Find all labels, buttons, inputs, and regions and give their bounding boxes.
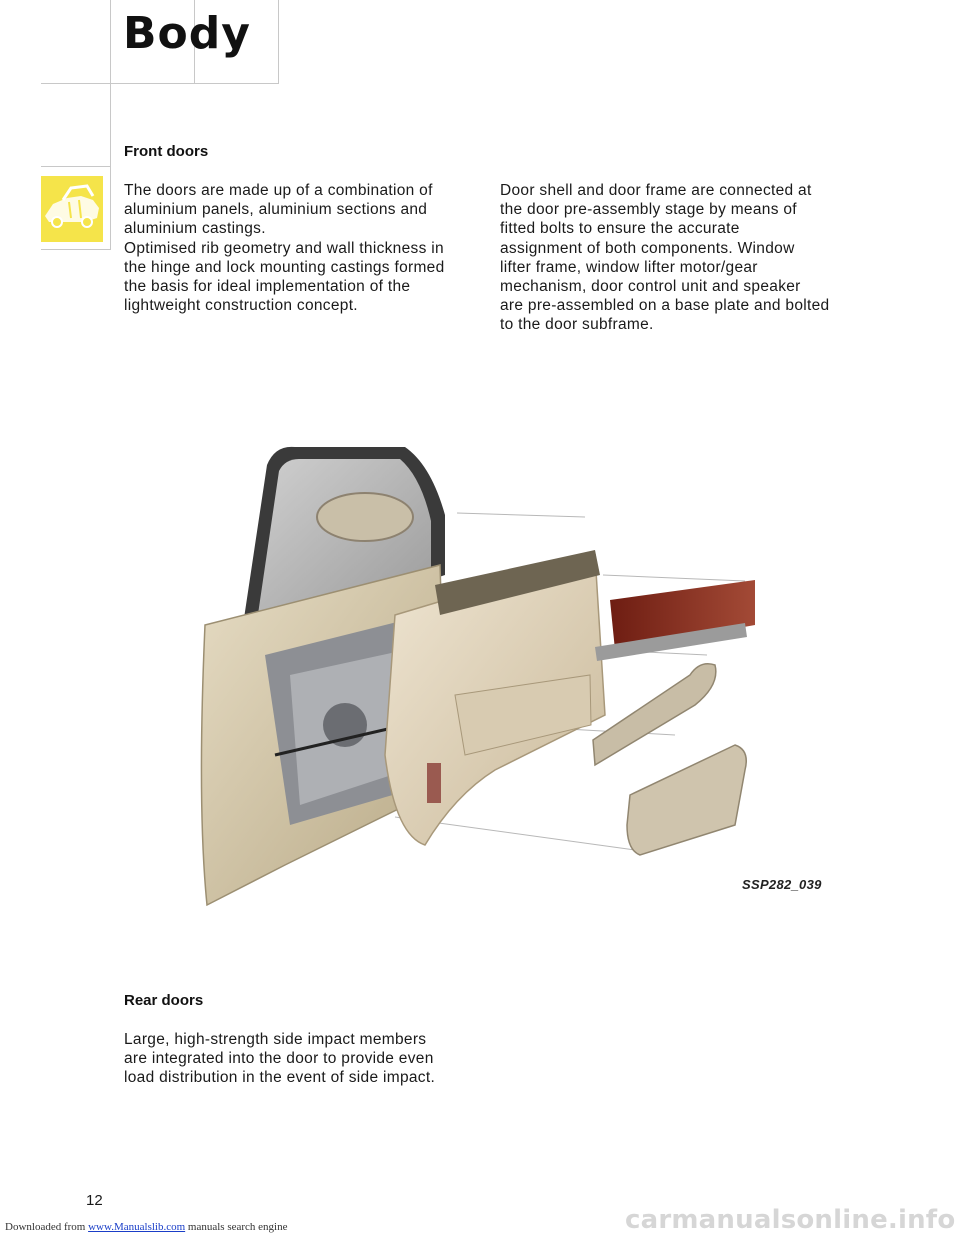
download-footer	[5, 1221, 287, 1233]
front-doors-left-paragraph: The doors are made up of a combination of aluminium panels, aluminium sections and aluminium castings. Optimised rib geometry and wall thickness in the hinge and lock mounting castings formed the basis for ideal implementation of the lightweight construction concept.	[124, 182, 445, 315]
car-body-icon	[41, 176, 103, 242]
grid-line-horizontal-3	[41, 249, 111, 250]
page-number: 12	[86, 1192, 103, 1209]
figure-caption: SSP282_039	[742, 877, 822, 892]
grid-line-vertical-3	[278, 0, 279, 84]
grid-line-vertical-1	[110, 0, 111, 250]
footer-prefix: Downloaded from	[5, 1221, 89, 1233]
front-doors-heading: Front doors	[124, 143, 209, 160]
manualslib-link[interactable]: www.Manualslib.com	[88, 1221, 186, 1233]
footer-suffix: manuals search engine	[185, 1221, 288, 1233]
grid-line-horizontal-2	[41, 166, 111, 167]
watermark: carmanualsonline.info	[625, 1205, 956, 1235]
front-doors-right-paragraph: Door shell and door frame are connected at the door pre-assembly stage by means of fitted bolts to ensure the accurate assignment of both components. Window lifter frame, window lifter motor/gear mechanism, door control unit and speaker are pre-assembled on a base plate and bolted to the door subframe.	[500, 182, 830, 334]
exploded-door-illustration	[195, 425, 770, 910]
rear-doors-paragraph: Large, high-strength side impact members are integrated into the door to provide even load distribution in the event of side impact.	[124, 1031, 436, 1087]
page-title: Body	[123, 8, 251, 59]
grid-line-horizontal-1	[41, 83, 279, 84]
rear-doors-heading: Rear doors	[124, 992, 204, 1009]
